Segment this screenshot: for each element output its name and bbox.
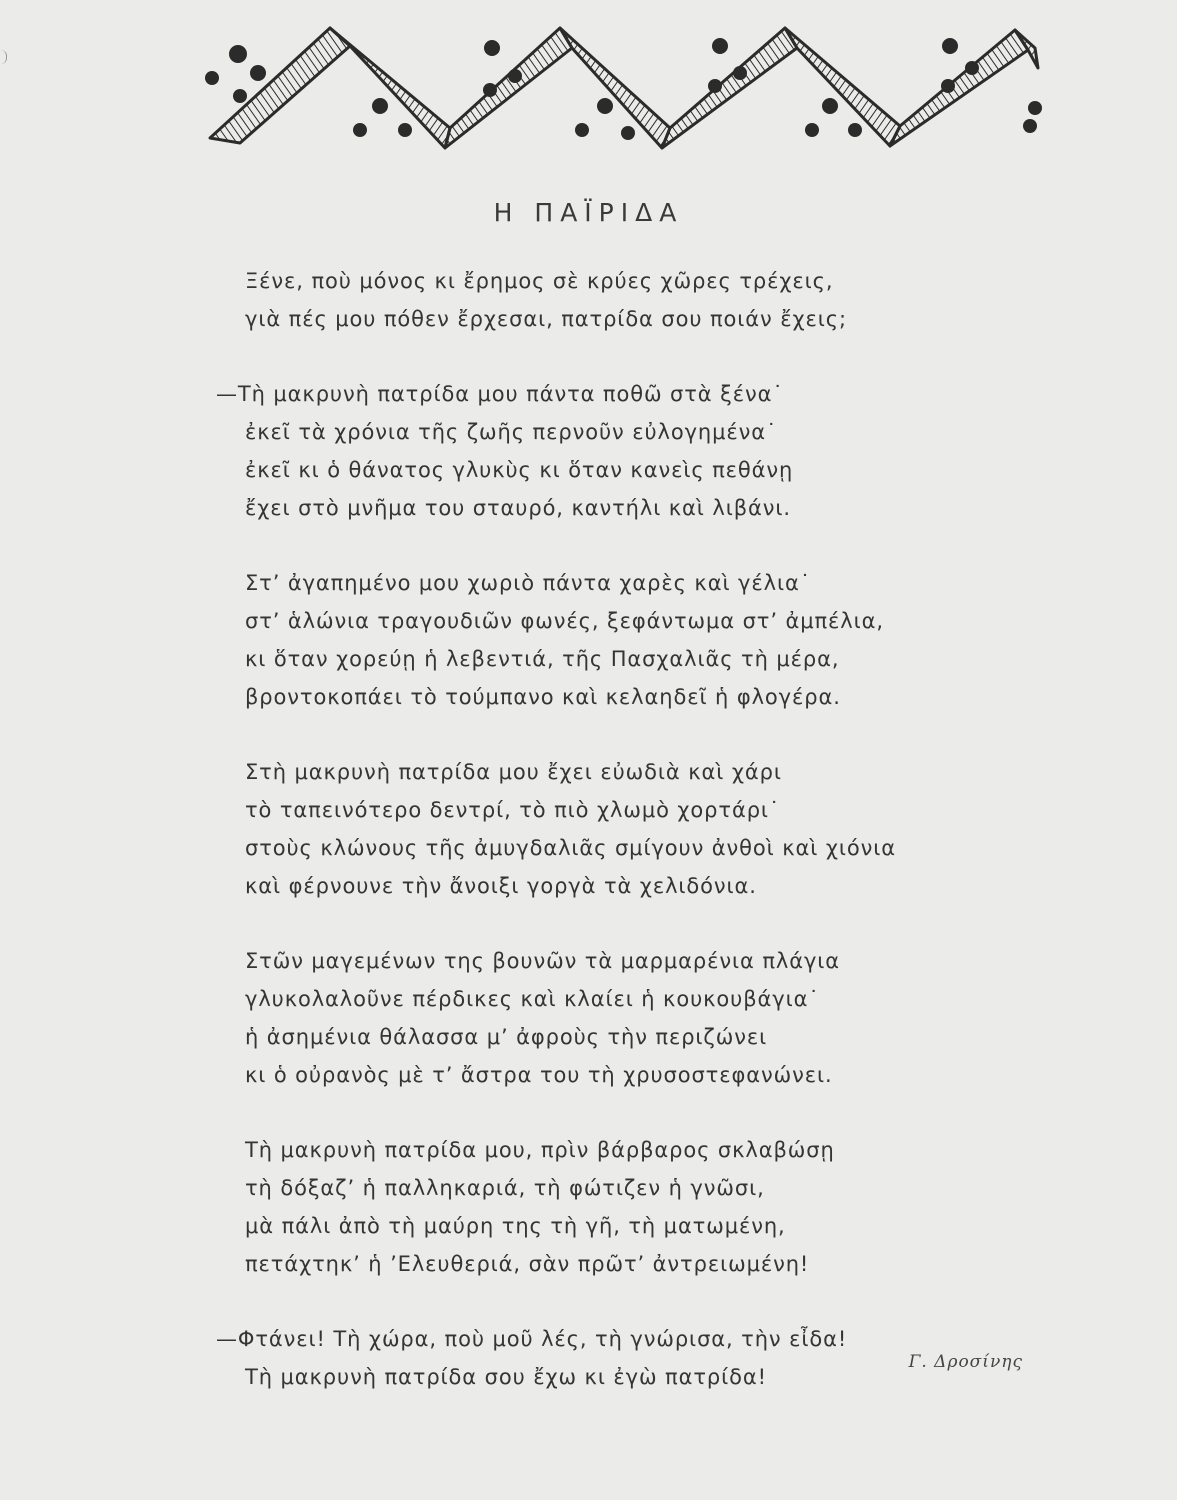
poem-line: γιὰ πές μου πόθεν ἔρχεσαι, πατρίδα σου ποιάν ἔχεις;	[245, 307, 847, 331]
poem-line: Ξένε, ποὺ μόνος κι ἔρημος σὲ κρύες χῶρες τρέχεις,	[245, 269, 834, 293]
stanza-4	[0, 753, 1177, 905]
stanza-3	[0, 564, 1177, 716]
poem-line: τὴ δόξαζ’ ἡ παλληκαριά, τὴ φώτιζεν ἡ γνῶσι,	[245, 1176, 765, 1200]
poem-line: ἡ ἀσημένια θάλασσα μ’ ἀφροὺς τὴν περιζώνει	[245, 1025, 768, 1049]
margin-mark	[0, 50, 7, 64]
stanza-2	[0, 375, 1177, 527]
poem-title: Η ΠΑΪΡΙΔΑ	[493, 198, 684, 227]
poem-line: τὸ ταπεινότερο δεντρί, τὸ πιὸ χλωμὸ χορτάρι˙	[245, 798, 781, 822]
poem-body	[0, 262, 1177, 1433]
poem-line: μὰ πάλι ἀπὸ τὴ μαύρη της τὴ γῆ, τὴ ματωμένη,	[245, 1214, 786, 1238]
poem-line: κι ὅταν χορεύῃ ἡ λεβεντιά, τῆς Πασχαλιᾶς τὴ μέρα,	[245, 647, 840, 671]
poem-line: γλυκολαλοῦνε πέρδικες καὶ κλαίει ἡ κουκουβάγια˙	[245, 987, 820, 1011]
stanza-1	[0, 262, 1177, 338]
poem-line: —Τὴ μακρυνὴ πατρίδα μου πάντα ποθῶ στὰ ξένα˙	[216, 382, 784, 406]
poem-line: στ’ ἁλώνια τραγουδιῶν φωνές, ξεφάντωμα στ’ ἀμπέλια,	[245, 609, 884, 633]
stanza-5	[0, 942, 1177, 1094]
poem-line: στοὺς κλώνους τῆς ἀμυγδαλιᾶς σμίγουν ἀνθοὶ καὶ χιόνια	[245, 836, 896, 860]
author-signature: Γ. Δροσίνης	[908, 1352, 1023, 1372]
zigzag-ornament-icon	[200, 18, 1050, 168]
poem-line: Στ’ ἀγαπημένο μου χωριὸ πάντα χαρὲς καὶ γέλια˙	[245, 571, 812, 595]
poem-line: Τὴ μακρυνὴ πατρίδα σου ἔχω κι ἐγὼ πατρίδα!	[245, 1365, 767, 1389]
poem-line: ἐκεῖ κι ὁ θάνατος γλυκὺς κι ὅταν κανεὶς πεθάνῃ	[245, 458, 794, 482]
poem-line: κι ὁ οὐρανὸς μὲ τ’ ἄστρα του τὴ χρυσοστεφανώνει.	[245, 1063, 833, 1087]
poem-line: ἔχει στὸ μνῆμα του σταυρό, καντήλι καὶ λιβάνι.	[245, 496, 791, 520]
poem-line: καὶ φέρνουνε τὴν ἄνοιξι γοργὰ τὰ χελιδόνια.	[245, 874, 757, 898]
poem-line: ἐκεῖ τὰ χρόνια τῆς ζωῆς περνοῦν εὐλογημένα˙	[245, 420, 778, 444]
poem-line: πετάχτηκ’ ἡ ’Ελευθεριά, σὰν πρῶτ’ ἀντρειωμένη!	[245, 1252, 810, 1276]
poem-line: —Φτάνει! Τὴ χώρα, ποὺ μοῦ λές, τὴ γνώρισα, τὴν εἶδα!	[216, 1327, 848, 1351]
poem-line: Στὴ μακρυνὴ πατρίδα μου ἔχει εὐωδιὰ καὶ χάρι	[245, 760, 782, 784]
poem-line: βροντοκοπάει τὸ τούμπανο καὶ κελαηδεῖ ἡ φλογέρα.	[245, 685, 841, 709]
poem-line: Στῶν μαγεμένων της βουνῶν τὰ μαρμαρένια πλάγια	[245, 949, 841, 973]
stanza-6	[0, 1131, 1177, 1283]
poem-line: Τὴ μακρυνὴ πατρίδα μου, πρὶν βάρβαρος σκλαβώσῃ	[245, 1138, 835, 1162]
